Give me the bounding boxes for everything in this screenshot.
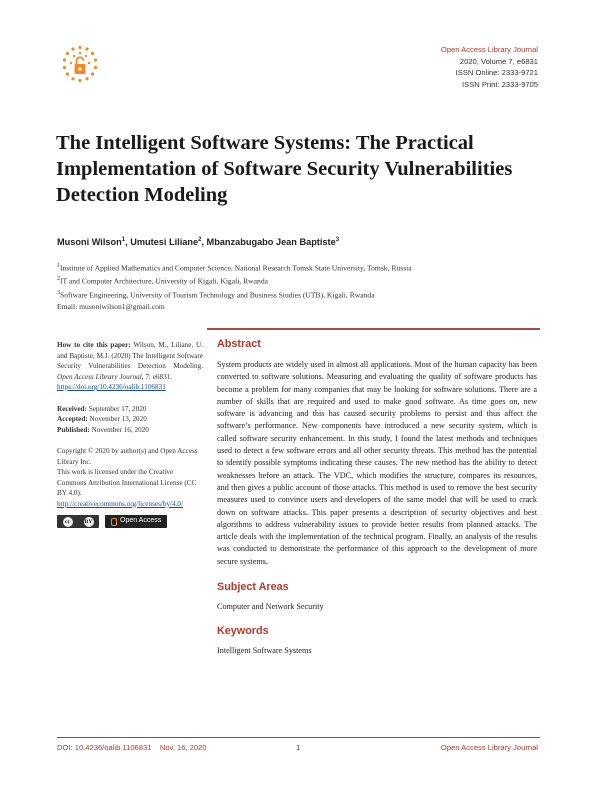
author-2: Umutesi Liliane$^2$ (130, 237, 202, 248)
footer-journal: Open Access Library Journal (440, 743, 538, 752)
issn-print: ISSN Print: 2333-9705 (462, 79, 538, 89)
affiliation-3: $^3$Software Engineering, University of Tourism Technology and Business Studies (UTB), Kigali, Rwanda (57, 289, 375, 300)
received-date: September 17, 2020 (88, 404, 147, 413)
publication-dates: Received: September 17, 2020 Accepted: November 13, 2020 Published: November 16, 2020 (57, 404, 149, 434)
sidebar-metadata (57, 340, 203, 528)
keywords-text: Intelligent Software Systems (217, 646, 312, 656)
affiliation-2: $^2$IT and Computer Architecture, University of Kigali, Kigali, Rwanda (57, 276, 269, 286)
citation-journal: Open Access Library Journal (57, 372, 142, 381)
affiliation-1: $^1$Institute of Applied Mathematics and Computer Science, National Research Tomsk State University, Tomsk, Russia (57, 263, 412, 273)
keywords-heading: Keywords (217, 625, 269, 638)
citation-label: How to cite this paper: (57, 341, 131, 349)
published-date: November 16, 2020 (91, 425, 149, 434)
subject-areas-heading: Subject Areas (217, 581, 289, 594)
by-icon: BY (84, 518, 93, 525)
copyright-notice: Copyright © 2020 by author(s) and Open Access Library Inc. This work is licensed under the Creative Commons Attribution International License (CC BY 4.0). http://creativecommons.org/licenses/by/4.0/ (57, 447, 198, 508)
accepted-date: November 13, 2020 (89, 415, 147, 423)
footer-date: Nov. 16, 2020 (159, 743, 207, 752)
author-1: Musoni Wilson$^1$ (57, 237, 126, 248)
open-access-badge[interactable]: Open Access (105, 515, 167, 528)
license-badges (57, 515, 203, 528)
abstract-text: System products are widely used in almost all applications. Most of the human capacity has been converted to software solutions. Measuring and evaluating the quality of software products has become a problem for many companies that may be looking for software solutions. There are a number of skills that are required and used to make good software. As time goes on, new software is advancing and this has caused security problems to persist and thus affect the software’s performance. New components have introduced a new security system, which is called software security enhancement. In this study, I found the latest methods and techniques used to detect a few software errors and all other security threats. This method has the potential to identify possible symptoms indicating these causes. The new method has the ability to detect weaknesses before an attack. The VDC, which modifies the structure, compares its resources, and then gives a public account of those attacks. This method is used to remove the best security measures used to convince users and developers of the same model that will be used to crack down on software attacks. This paper presents a description of security objectives and best algorithms to address vulnerability issues to provide better results from planned attacks. The article deals with the implementation of the technical program. Finally, an analysis of the results was conducted to demonstrate the performance of this approach to the development of more secure systems. (217, 360, 537, 566)
citation-volume: , 7: e6831. (141, 372, 173, 381)
journal-info (441, 44, 538, 90)
cc-icon: cc (63, 517, 73, 527)
page-number: 1 (296, 743, 301, 752)
footer-doi: DOI: 10.4236/oalib.1106831 Nov. 16, 2020 (57, 743, 207, 752)
license-link[interactable]: http://creativecommons.org/licenses/by/4.0/ (57, 499, 184, 508)
footer-rule (57, 737, 540, 738)
citation-block (57, 340, 203, 393)
paper-title: The Intelligent Software Systems: The Practical Implementation of Software Security Vulnerabilities Detection Modeling (56, 132, 513, 206)
affiliations (57, 261, 547, 313)
author-list: Musoni Wilson$^1$, Umutesi Liliane$^2$, Mbanzabugabo Jean Baptiste$^3$ (57, 237, 340, 248)
cc-by-badge[interactable] (57, 515, 99, 528)
journal-logo (60, 44, 100, 84)
open-access-logo-icon (60, 44, 100, 84)
author-email: Email: musoniwilson1@gmail.com (57, 301, 165, 311)
volume-line: 2020, Volume 7, e6831 (459, 56, 538, 66)
journal-name: Open Access Library Journal (440, 45, 538, 54)
citation-text: Wilson, M., Liliane, U. and Baptiste, M.J. (2020) The Intelligent Software Security Vulnerabilities Detection Modeling. (57, 341, 203, 370)
author-3: Mbanzabugabo Jean Baptiste$^3$ (206, 237, 340, 248)
lock-icon (111, 518, 117, 526)
doi-link[interactable]: https://doi.org/10.4236/oalib.1106831 (57, 383, 166, 391)
main-content (217, 338, 537, 655)
issn-online: ISSN Online: 2333-9721 (455, 68, 538, 78)
subject-areas-text: Computer and Network Security (217, 602, 324, 612)
abstract-heading: Abstract (217, 338, 261, 350)
abstract-rule (207, 328, 540, 330)
